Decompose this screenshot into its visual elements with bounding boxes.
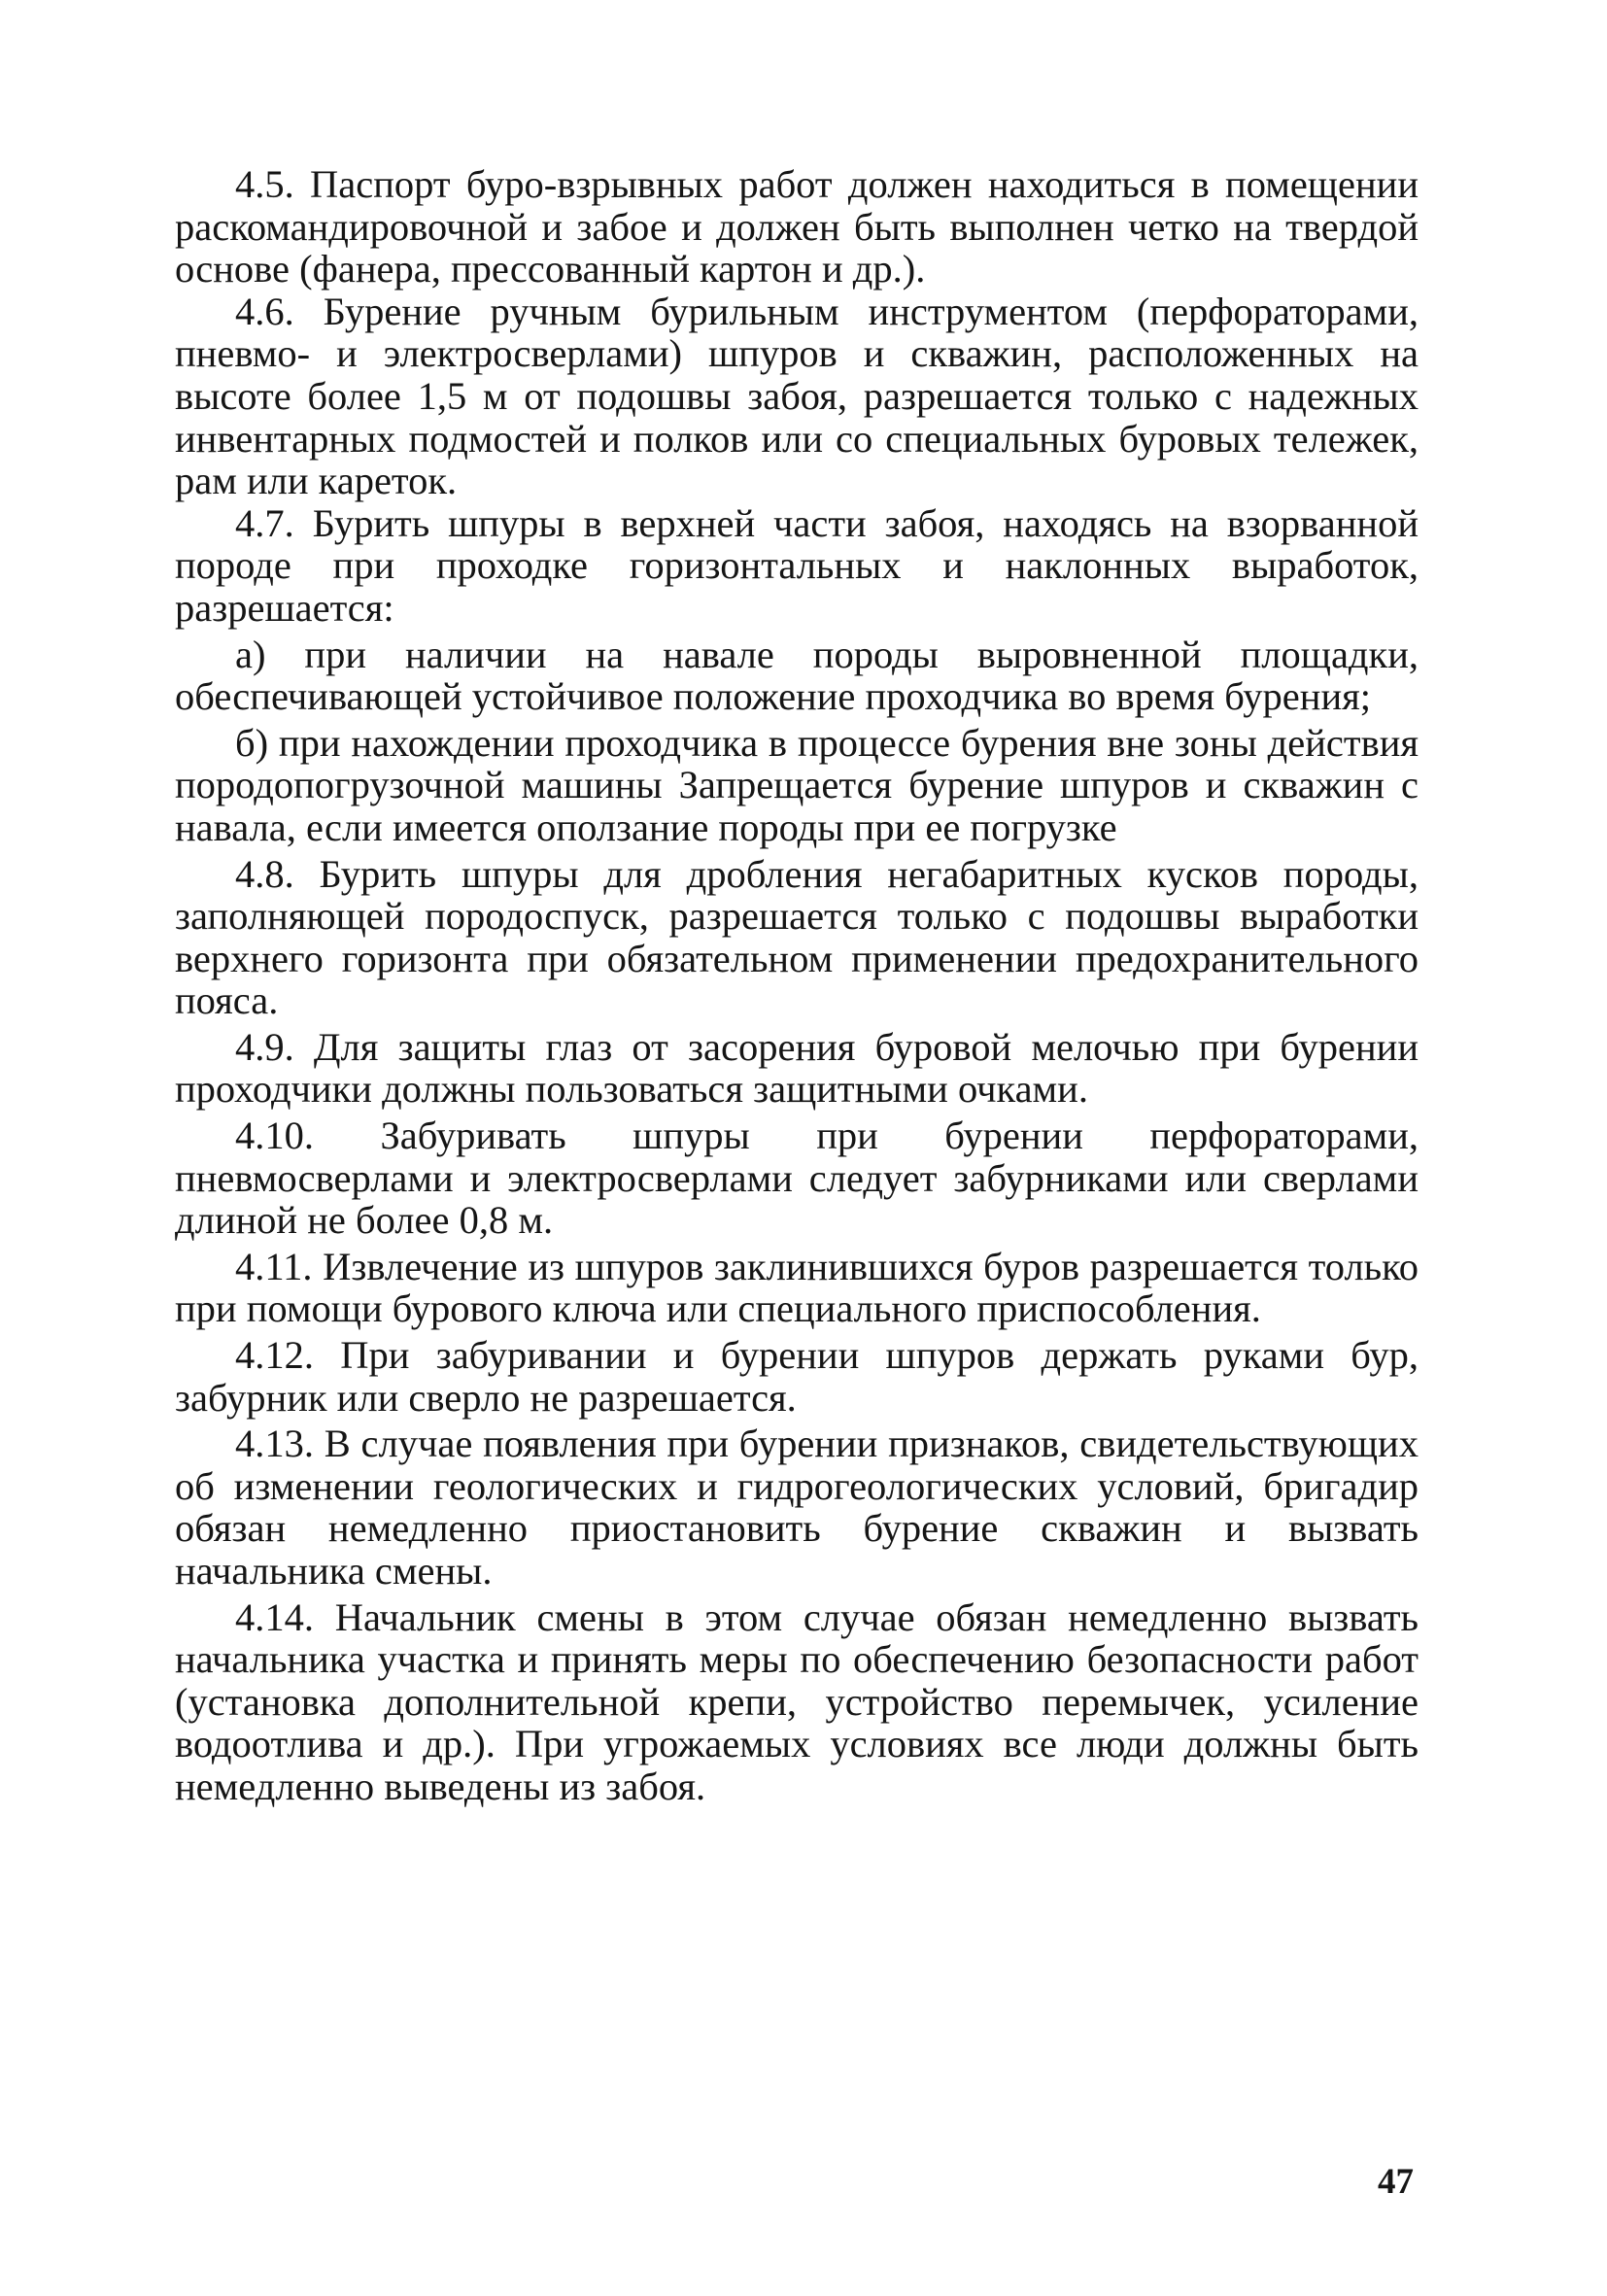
paragraph-4-14: 4.14. Начальник смены в этом случае обязан немедленно вызвать начальника участка и принять меры по обеспечению безопасности работ (установка дополнительной крепи, устройство перемычек, усиление водоотлива и др.). При угрожаемых условиях все люди должны быть немедленно выведены из забоя. [175,1594,1419,1808]
document-page [175,163,1419,1808]
paragraph-4-7-b: б) при нахождении проходчика в процессе бурения вне зоны действия породопогрузочной машины Запрещается бурение шпуров и скважин с навала, если имеется оползание породы при ее погрузке [175,720,1419,849]
paragraph-4-11: 4.11. Извлечение из шпуров заклинившихся буров разрешается только при помощи бурового ключа или специального приспособления. [175,1244,1419,1331]
paragraph-4-10: 4.10. Забуривать шпуры при бурении перфораторами, пневмосверлами и электросверлами следует забурниками или сверлами длиной не более 0,8 м. [175,1114,1419,1243]
paragraph-4-7-a: а) при наличии на навале породы выровненной площадки, обеспечивающей устойчивое положение проходчика во время бурения; [175,632,1419,719]
paragraph-4-9: 4.9. Для защиты глаз от засорения буровой мелочью при бурении проходчики должны пользоваться защитными очками. [175,1024,1419,1112]
page-number: 47 [1378,2162,1414,2202]
paragraph-4-12: 4.12. При забуривании и бурении шпуров держать руками бур, забурник или сверло не разрешается. [175,1333,1419,1420]
paragraph-4-7: 4.7. Бурить шпуры в верхней части забоя, находясь на взорванной породе при проходке горизонтальных и наклонных выработок, разрешается: [175,500,1419,630]
paragraph-4-13: 4.13. В случае появления при бурении признаков, свидетельствующих об изменении геологических и гидрогеологических условий, бригадир обязан немедленно приостановить бурение скважин и вызвать начальника смены. [175,1422,1419,1593]
paragraph-4-6: 4.6. Бурение ручным бурильным инструментом (перфораторами, пневмо- и электросверлами) шпуров и скважин, расположенных на высоте более 1,5 м от подошвы забоя, разрешается только с надежных инвентарных подмостей и полков или со специальных буровых тележек, рам или кареток. [175,289,1419,503]
paragraph-4-8: 4.8. Бурить шпуры для дробления негабаритных кусков породы, заполняющей породоспуск, разрешается только с подошвы выработки верхнего горизонта при обязательном применении предохранительного пояса. [175,851,1419,1023]
paragraph-4-5: 4.5. Паспорт буро-взрывных работ должен находиться в помещении раскомандировочной и забое и должен быть выполнен четко на твердой основе (фанера, прессованный картон и др.). [175,162,1419,291]
